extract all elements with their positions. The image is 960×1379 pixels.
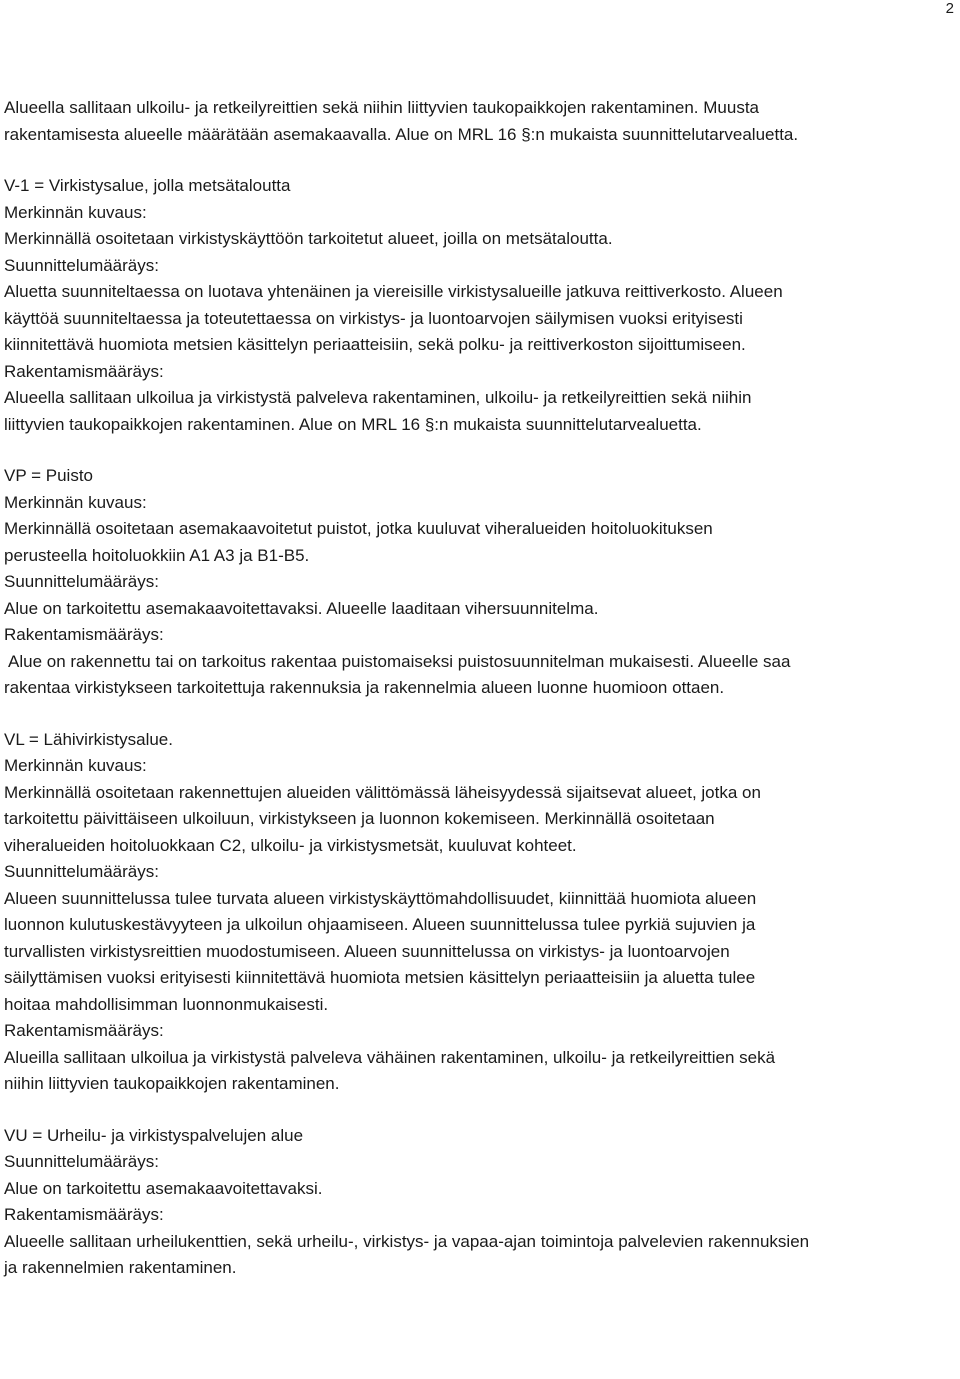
label-building-regulation: Rakentamismääräys: <box>4 1021 164 1040</box>
text-line: rakentamisesta alueelle määrätään asemakaavalla. Alue on MRL 16 §:n mukaista suunnittelutarvealuetta. <box>4 124 799 144</box>
text-line: Alueella sallitaan ulkoilua ja virkistystä palveleva rakentaminen, ulkoilu- ja retkeilyreittien sekä niihin <box>4 388 752 407</box>
section-heading: VP = Puisto <box>4 466 93 485</box>
label-description: Merkinnän kuvaus: <box>4 756 147 775</box>
text-line: Alue on tarkoitettu asemakaavoitettavaksi. <box>4 1178 323 1198</box>
text-line: käyttöä suunniteltaessa ja toteutettaessa on virkistys- ja luontoarvojen säilymisen vuoksi erityisesti <box>4 308 743 328</box>
text-line: niihin liittyvien taukopaikkojen rakentaminen. <box>4 1074 340 1093</box>
label-planning-regulation: Suunnittelumääräys: <box>4 572 159 591</box>
label-planning-regulation: Suunnittelumääräys: <box>4 862 159 881</box>
section-spacer <box>4 148 952 173</box>
text-line: Alueelle sallitaan urheilukenttien, sekä urheilu-, virkistys- ja vapaa-ajan toimintoja palvelevien rakennuksien <box>4 1231 810 1251</box>
section-spacer <box>4 702 952 727</box>
section-spacer <box>4 1098 952 1123</box>
section-v1 <box>4 173 952 438</box>
label-building-regulation: Rakentamismääräys: <box>4 1205 164 1224</box>
section-vl <box>4 727 952 1098</box>
text-line: Alueen suunnittelussa tulee turvata alueen virkistyskäyttömahdollisuudet, kiinnittää huomiota alueen <box>4 888 757 908</box>
label-building-regulation: Rakentamismääräys: <box>4 625 164 644</box>
page-number: 2 <box>945 0 954 17</box>
label-planning-regulation: Suunnittelumääräys: <box>4 1152 159 1171</box>
text-line: Alue on rakennettu tai on tarkoitus rakentaa puistomaiseksi puistosuunnitelman mukaisesti. Alueelle saa <box>8 651 791 671</box>
text-line: Merkinnällä osoitetaan asemakaavoitetut puistot, jotka kuuluvat viheralueiden hoitoluokituksen <box>4 519 713 538</box>
section-spacer <box>4 438 952 463</box>
section-heading: VU = Urheilu- ja virkistyspalvelujen alue <box>4 1125 304 1145</box>
text-line: turvallisten virkistysreittien muodostumiseen. Alueen suunnittelussa on virkistys- ja luontoarvojen <box>4 941 730 961</box>
text-line: Alueilla sallitaan ulkoilua ja virkistystä palveleva vähäinen rakentaminen, ulkoilu- ja retkeilyreittien sekä <box>4 1047 776 1067</box>
label-description: Merkinnän kuvaus: <box>4 492 147 512</box>
text-line: kiinnitettävä huomiota metsien käsittelyn periaatteisiin, sekä polku- ja reittiverkoston sijoittumiseen. <box>4 335 746 354</box>
text-line: Merkinnällä osoitetaan rakennettujen alueiden välittömässä läheisyydessä sijaitsevat alueet, jotka on <box>4 782 761 802</box>
label-building-regulation: Rakentamismääräys: <box>4 361 164 381</box>
text-line: viheralueiden hoitoluokkaan C2, ulkoilu- ja virkistysmetsät, kuuluvat kohteet. <box>4 835 577 855</box>
text-line: luonnon kulutuskestävyyteen ja ulkoilun ohjaamiseen. Alueen suunnittelussa tulee pyrkiä sujuvien ja <box>4 915 756 934</box>
document-body <box>4 95 952 1282</box>
text-line: säilyttämisen vuoksi erityisesti kiinnitettävä huomiota metsien käsittelyn periaatteisiin ja aluetta tulee <box>4 968 756 987</box>
text-line: Alueella sallitaan ulkoilu- ja retkeilyreittien sekä niihin liittyvien taukopaikkojen rakentaminen. Muusta <box>4 98 760 117</box>
section-vu <box>4 1123 952 1282</box>
text-line: hoitaa mahdollisimman luonnonmukaisesti. <box>4 994 329 1014</box>
text-line: tarkoitettu päivittäiseen ulkoiluun, virkistykseen ja luonnon kokemiseen. Merkinnällä osoitetaan <box>4 809 715 828</box>
text-line: rakentaa virkistykseen tarkoitettuja rakennuksia ja rakennelmia alueen luonne huomioon ottaen. <box>4 678 725 697</box>
section-vp <box>4 463 952 702</box>
text-line: perusteella hoitoluokkiin A1 A3 ja B1-B5. <box>4 545 310 565</box>
label-planning-regulation: Suunnittelumääräys: <box>4 255 159 275</box>
intro-paragraph <box>4 95 952 148</box>
label-description: Merkinnän kuvaus: <box>4 202 147 222</box>
section-heading: VL = Lähivirkistysalue. <box>4 729 173 749</box>
text-line: Merkinnällä osoitetaan virkistyskäyttöön tarkoitetut alueet, joilla on metsätaloutta. <box>4 229 613 248</box>
text-line: Alue on tarkoitettu asemakaavoitettavaksi. Alueelle laaditaan vihersuunnitelma. <box>4 598 599 618</box>
text-line: Aluetta suunniteltaessa on luotava yhtenäinen ja viereisille virkistysalueille jatkuva reittiverkosto. Alueen <box>4 282 783 301</box>
text-line: liittyvien taukopaikkojen rakentaminen. Alue on MRL 16 §:n mukaista suunnittelutarvealuetta. <box>4 414 702 434</box>
text-line: ja rakennelmien rakentaminen. <box>4 1258 237 1277</box>
section-heading: V-1 = Virkistysalue, jolla metsätaloutta <box>4 176 291 195</box>
